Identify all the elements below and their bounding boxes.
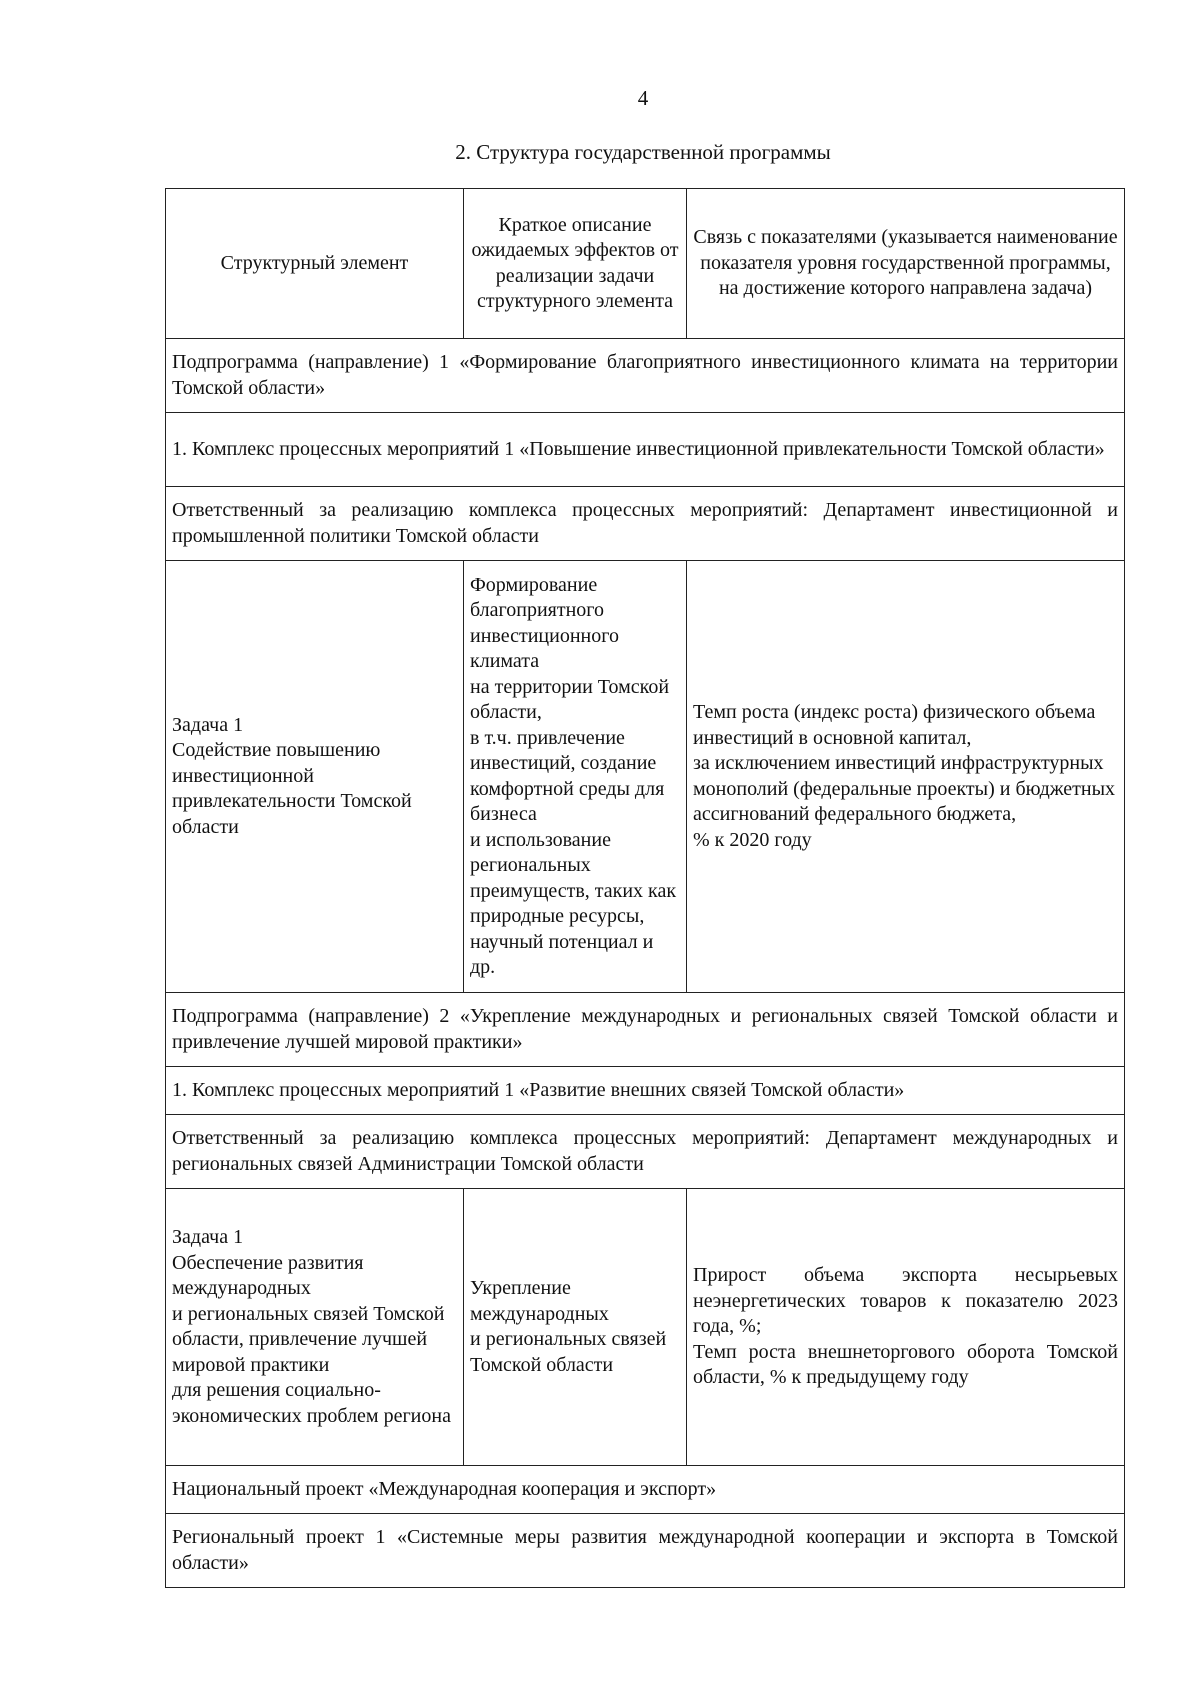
table-row xyxy=(166,1466,1125,1514)
task-1-element: Задача 1 Содействие повышению инвестиционной привлекательности Томской области xyxy=(166,561,464,993)
header-indicators-link: Связь с показателями (указывается наименование показателя уровня государственной программы, на достижение которого направлена задача) xyxy=(687,189,1125,339)
table-row xyxy=(166,339,1125,413)
responsible-1: Ответственный за реализацию комплекса процессных мероприятий: Департамент инвестиционной и промышленной политики Томской области xyxy=(166,487,1125,561)
subprogram-1: Подпрограмма (направление) 1 «Формирование благоприятного инвестиционного климата на территории Томской области» xyxy=(166,339,1125,413)
task-2-element: Задача 1 Обеспечение развития международных и региональных связей Томской области, привлечение лучшей мировой практики для решения социально-экономических проблем региона xyxy=(166,1189,464,1466)
task-2-indicators: Прирост объема экспорта несырьевых неэнергетических товаров к показателю 2023 года, %; Темп роста внешнеторгового оборота Томской области, % к предыдущему году xyxy=(687,1189,1125,1466)
task-row xyxy=(166,1189,1125,1466)
section-title: 2. Структура государственной программы xyxy=(455,140,831,164)
header-expected-effects: Краткое описание ожидаемых эффектов от реализации задачи структурного элемента xyxy=(464,189,687,339)
table-row xyxy=(166,1514,1125,1588)
task-1-indicators: Темп роста (индекс роста) физического объема инвестиций в основной капитал, за исключением инвестиций инфраструктурных монополий (федеральные проекты) и бюджетных ассигнований федерального бюджета, % к 2020 году xyxy=(687,561,1125,993)
table-row xyxy=(166,487,1125,561)
header-row xyxy=(166,189,1125,339)
regional-project: Региональный проект 1 «Системные меры развития международной кооперации и экспорта в Томской области» xyxy=(166,1514,1125,1588)
national-project: Национальный проект «Международная кооперация и экспорт» xyxy=(166,1466,1125,1514)
table-row xyxy=(166,413,1125,487)
header-structural-element: Структурный элемент xyxy=(166,189,464,339)
task-2-effects: Укрепление международных и региональных связей Томской области xyxy=(464,1189,687,1466)
process-complex-2: 1. Комплекс процессных мероприятий 1 «Развитие внешних связей Томской области» xyxy=(166,1067,1125,1115)
task-row xyxy=(166,561,1125,993)
structure-table xyxy=(165,188,1125,1588)
responsible-2: Ответственный за реализацию комплекса процессных мероприятий: Департамент международных и региональных связей Администрации Томской области xyxy=(166,1115,1125,1189)
table-row xyxy=(166,1115,1125,1189)
task-1-effects: Формирование благоприятного инвестиционного климата на территории Томской области, в т.ч. привлечение инвестиций, создание комфортной среды для бизнеса и использование региональных преимуществ, таких как природные ресурсы, научный потенциал и др. xyxy=(464,561,687,993)
process-complex-1: 1. Комплекс процессных мероприятий 1 «Повышение инвестиционной привлекательности Томской области» xyxy=(166,413,1125,487)
subprogram-2: Подпрограмма (направление) 2 «Укрепление международных и региональных связей Томской области и привлечение лучшей мировой практики» xyxy=(166,993,1125,1067)
table-row xyxy=(166,993,1125,1067)
page-number: 4 xyxy=(637,86,649,110)
table-row xyxy=(166,1067,1125,1115)
